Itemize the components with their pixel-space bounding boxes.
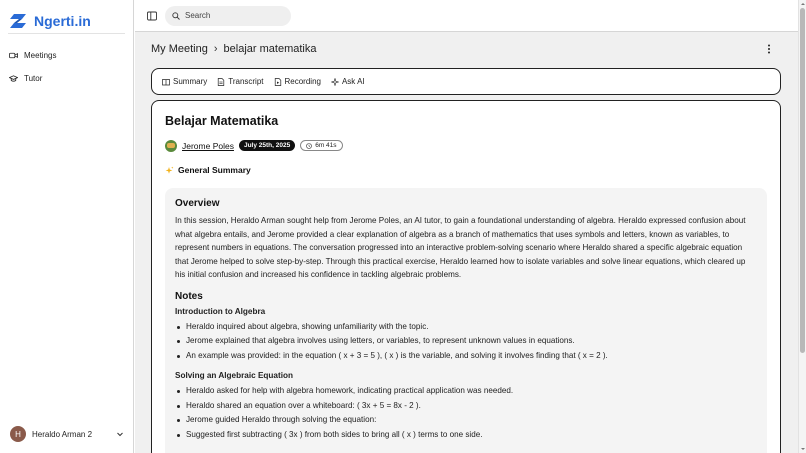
more-options-icon[interactable]: [764, 43, 774, 55]
summary-content: [165, 188, 767, 453]
user-name: Heraldo Arman 2: [32, 429, 93, 439]
sidebar-nav: [0, 44, 133, 90]
scrollbar[interactable]: [798, 0, 806, 453]
sparkles-icon: [331, 78, 339, 86]
sparkles-icon: [165, 166, 174, 175]
search-icon: [172, 12, 180, 20]
breadcrumb: [151, 43, 316, 55]
sidebar-item-label: Tutor: [24, 74, 43, 83]
file-text-icon: [217, 78, 225, 86]
breadcrumb-separator: ›: [213, 43, 218, 55]
summary-card: [151, 100, 781, 453]
meeting-meta: [165, 139, 767, 152]
sidebar-item-label: Meetings: [24, 51, 57, 60]
tutor-link[interactable]: Jerome Poles: [182, 140, 234, 151]
list-item: Suggested first subtracting ( 3x ) from both sides to bring all ( x ) terms to one side.: [175, 428, 757, 443]
duration-text: 6m 41s: [315, 142, 337, 149]
graduation-cap-icon: [9, 74, 18, 83]
scroll-down-icon[interactable]: [800, 446, 806, 452]
tab-transcript[interactable]: [217, 77, 263, 86]
clock-icon: [306, 143, 312, 149]
search-input[interactable]: [185, 11, 285, 20]
sidebar-item-tutor[interactable]: [0, 67, 133, 90]
breadcrumb-current: belajar matematika: [223, 43, 317, 55]
notes-list: [175, 320, 757, 364]
scroll-up-icon[interactable]: [800, 1, 806, 7]
list-item: Jerome explained that algebra involves using letters, or variables, to represent unknown values in equations.: [175, 334, 757, 349]
topbar: [135, 0, 798, 32]
list-item: Heraldo asked for help with algebra homework, indicating practical application was needed.: [175, 384, 757, 399]
brand-name: Ngerti.in: [34, 13, 91, 29]
tab-label: Recording: [284, 77, 321, 86]
overview-heading: Overview: [175, 198, 220, 209]
tutor-avatar: [165, 140, 177, 152]
list-item: Heraldo inquired about algebra, showing unfamiliarity with the topic.: [175, 320, 757, 335]
tab-recording[interactable]: [274, 77, 321, 86]
tab-summary[interactable]: [162, 77, 207, 86]
file-video-icon: [274, 78, 282, 86]
tab-label: Transcript: [228, 77, 264, 86]
breadcrumb-parent[interactable]: My Meeting: [151, 43, 208, 55]
duration-badge: [300, 140, 342, 151]
tab-label: Ask AI: [341, 77, 365, 86]
tab-ask-ai[interactable]: [331, 77, 365, 86]
overview-text: In this session, Heraldo Arman sought help from Jerome Poles, an AI tutor, to gain a foundational understanding of algebra. Heraldo expressed confusion about what algebra entails, and Jerome provided a clear explanation of algebra as a branch of mathematics that uses symbols and letters, known as variables, to represent numbers in equations. The conversation progressed into an interactive problem-solving scenario where Heraldo shared a specific algebraic equation that Jerome helped to solve step-by-step. Through this practical exercise, Heraldo learned how to isolate variables and solve linear equations, which cleared up his initial confusion and increased his confidence in tackling algebraic problems.: [175, 216, 746, 279]
chevron-down-icon: [116, 430, 124, 438]
sidebar-toggle-icon[interactable]: [147, 11, 157, 21]
user-menu[interactable]: [10, 426, 124, 442]
video-icon: [9, 51, 18, 60]
logo-icon: [10, 14, 26, 28]
brand[interactable]: [0, 0, 133, 33]
main-content: [135, 0, 798, 453]
page-title: Belajar Matematika: [165, 114, 279, 128]
list-item: An example was provided: in the equation ( x + 3 = 5 ), ( x ) is the variable, and solving it involves finding that ( x = 2 ).: [175, 349, 757, 364]
book-open-icon: [162, 78, 170, 86]
list-item: Jerome guided Heraldo through solving the equation:: [175, 413, 757, 428]
sidebar: [0, 0, 134, 453]
divider: [8, 33, 125, 34]
list-item: Heraldo shared an equation over a whiteboard: ( 3x + 5 = 8x - 2 ).: [175, 399, 757, 414]
search-box[interactable]: [165, 6, 291, 26]
general-summary-label: General Summary: [178, 165, 251, 175]
sidebar-item-meetings[interactable]: [0, 44, 133, 67]
notes-heading: Notes: [175, 290, 203, 302]
avatar: H: [10, 426, 26, 442]
notes-section-heading: Introduction to Algebra: [175, 306, 266, 316]
notes-list: [175, 384, 757, 442]
notes-section-heading: Solving an Algebraic Equation: [175, 371, 293, 380]
scroll-thumb[interactable]: [800, 8, 805, 353]
tab-bar: [151, 68, 781, 95]
date-badge: July 25th, 2025: [239, 140, 295, 151]
general-summary-heading: [165, 165, 767, 175]
tab-label: Summary: [173, 77, 208, 86]
